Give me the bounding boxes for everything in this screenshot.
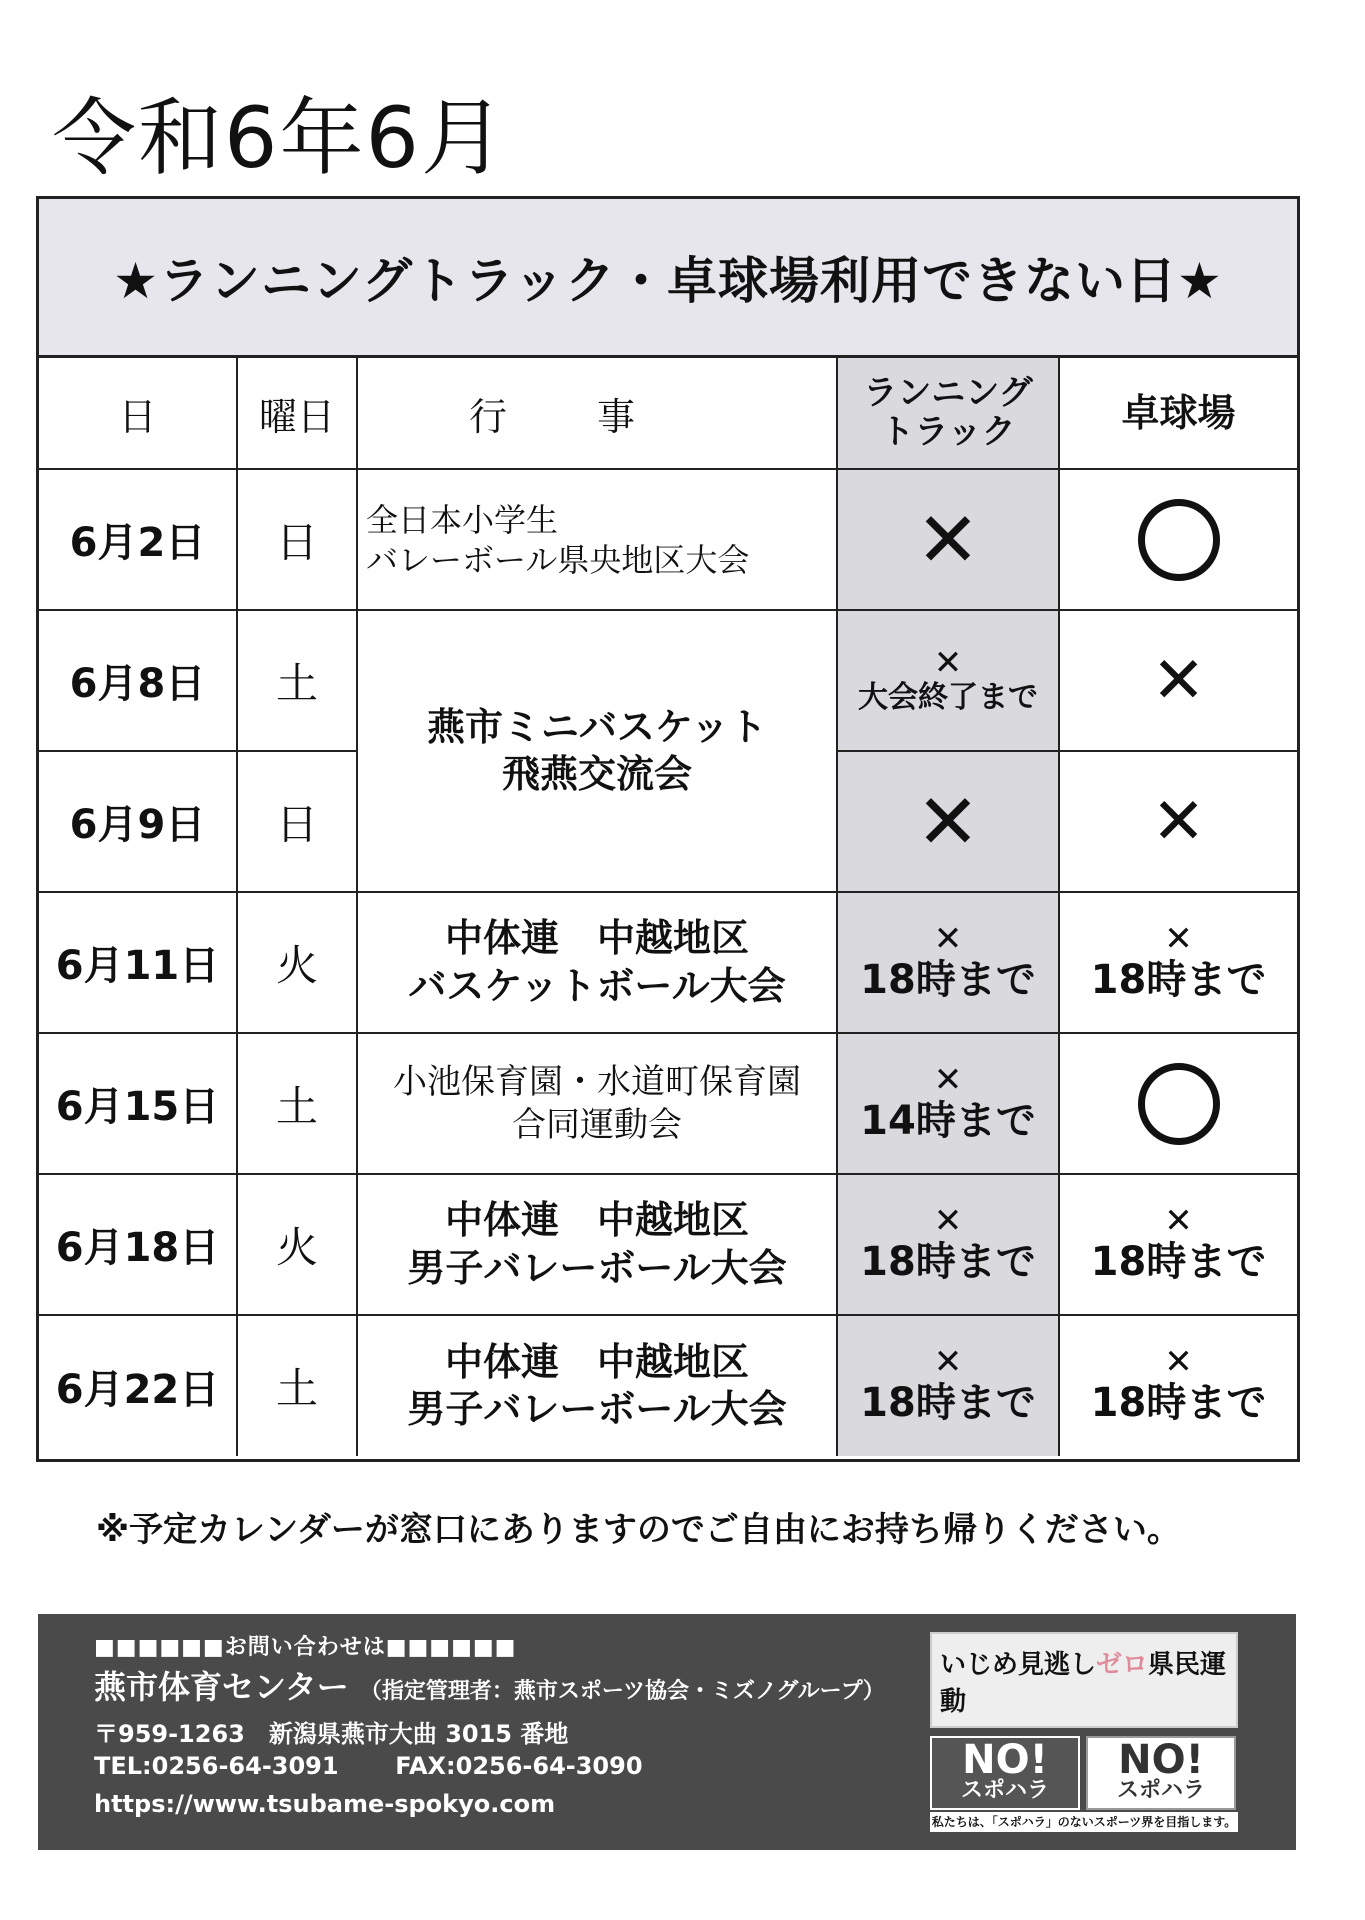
row-date: 6月9日 [39, 751, 237, 892]
cross-mark-icon: ✕ [1164, 1342, 1193, 1382]
table-tennis-status [1059, 751, 1297, 892]
contact-name [94, 1662, 885, 1708]
cross-mark-icon: ✕ [1164, 918, 1193, 959]
campaign-accent: ゼロ [1096, 1650, 1149, 1680]
table-row [39, 469, 1297, 610]
row-dow: 土 [237, 1033, 357, 1174]
campaign-text [940, 1644, 1236, 1718]
no-text: NO! [962, 1737, 1048, 1783]
manager-note: （指定管理者：燕市スポーツ協会・ミズノグループ） [359, 1679, 885, 1704]
header-track [837, 358, 1059, 469]
track-note: 14時まで [860, 1097, 1036, 1144]
event-line1: 燕市ミニバスケット [426, 704, 768, 749]
cross-mark-icon: ✕ [1151, 643, 1206, 718]
table-header-row [39, 358, 1297, 469]
header-event [357, 358, 837, 469]
event-line2: バレーボール県央地区大会 [366, 540, 750, 579]
no-spohara-logo-light [1086, 1736, 1236, 1810]
row-event [357, 892, 837, 1033]
track-status [837, 751, 1059, 892]
page-title: 令和6年6月 [52, 89, 507, 187]
row-event [357, 610, 837, 892]
track-status [837, 1033, 1059, 1174]
banner-title: ★ランニングトラック・卓球場利用できない日★ [39, 199, 1297, 358]
cross-mark-icon: ✕ [933, 1200, 963, 1241]
header-track-line1: ランニング [863, 372, 1033, 413]
table-row [39, 610, 1297, 751]
row-dow: 日 [237, 751, 357, 892]
event-line1: 中体連 中越地区 [444, 916, 749, 960]
table-row [39, 1315, 1297, 1456]
header-table-tennis-label: 卓球場 [1121, 390, 1236, 435]
table-tennis-note: 18時まで [1090, 1238, 1267, 1285]
row-date: 6月18日 [39, 1174, 237, 1315]
track-status [837, 469, 1059, 610]
table-tennis-note: 18時まで [1090, 1380, 1267, 1426]
row-dow: 土 [237, 610, 357, 751]
row-dow: 火 [237, 892, 357, 1033]
event-line2: 合同運動会 [512, 1104, 682, 1145]
event-line2: 飛燕交流会 [501, 752, 692, 796]
no-spohara-logo-dark [930, 1736, 1080, 1810]
footnote: ※予定カレンダーが窓口にありますのでご自由にお持ち帰りください。 [96, 1510, 1181, 1550]
table-tennis-status [1059, 1315, 1297, 1456]
campaign-part2: 県民運動 [940, 1650, 1227, 1717]
cross-mark-icon: ✕ [1164, 1200, 1193, 1241]
table-tennis-status [1059, 1033, 1297, 1174]
row-event [357, 1174, 837, 1315]
header-track-line2: トラック [880, 412, 1016, 452]
header-event-label: 行事 [468, 394, 725, 439]
circle-mark-icon [1138, 1063, 1220, 1145]
contact-fax: FAX:0256-64-3090 [395, 1752, 643, 1780]
track-note: 18時まで [860, 1380, 1036, 1426]
row-date: 6月22日 [39, 1315, 237, 1456]
cross-mark-icon: ✕ [933, 1342, 963, 1382]
table-row [39, 892, 1297, 1033]
row-event [357, 1033, 837, 1174]
event-line1: 中体連 中越地区 [444, 1198, 749, 1242]
contact-url[interactable]: https://www.tsubame-spokyo.com [94, 1790, 556, 1818]
table-row [39, 1033, 1297, 1174]
cross-mark-icon: ✕ [1151, 784, 1206, 859]
table-tennis-status [1059, 1174, 1297, 1315]
contact-address: 〒959-1263 新潟県燕市大曲 3015 番地 [94, 1720, 569, 1748]
event-line2: 男子バレーボール大会 [407, 1387, 787, 1431]
header-dow: 曜日 [237, 358, 357, 469]
cross-mark-icon: ✕ [916, 494, 980, 584]
table-tennis-note: 18時まで [1090, 956, 1267, 1003]
event-line1: 中体連 中越地区 [444, 1339, 749, 1384]
row-date: 6月11日 [39, 892, 237, 1033]
table-row [39, 1174, 1297, 1315]
event-line1: 全日本小学生 [366, 500, 559, 539]
row-event [357, 1315, 837, 1456]
cross-mark-icon: ✕ [916, 776, 980, 866]
campaign-badge [930, 1632, 1238, 1728]
track-status [837, 610, 1059, 751]
header-date: 日 [39, 358, 237, 469]
track-status [837, 1315, 1059, 1456]
track-status [837, 892, 1059, 1033]
contact-panel [38, 1614, 1296, 1850]
facility-name: 燕市体育センター [94, 1668, 349, 1706]
row-date: 6月8日 [39, 610, 237, 751]
header-table-tennis [1059, 358, 1297, 469]
spohara-text: スポハラ [960, 1778, 1049, 1803]
row-date: 6月2日 [39, 469, 237, 610]
contact-tel: TEL:0256-64-3091 [94, 1752, 339, 1780]
track-note: 18時まで [860, 956, 1036, 1003]
cross-mark-icon: ✕ [933, 1059, 963, 1100]
event-line2: バスケットボール大会 [408, 963, 786, 1008]
row-event [357, 469, 837, 610]
table-tennis-status [1059, 610, 1297, 751]
campaign-part1: いじめ見逃し [940, 1650, 1097, 1680]
contact-heading: ■■■■■■お問い合わせは■■■■■■ [94, 1635, 517, 1660]
no-text: NO! [1118, 1737, 1204, 1783]
row-dow: 土 [237, 1315, 357, 1456]
table-tennis-status [1059, 892, 1297, 1033]
row-dow: 火 [237, 1174, 357, 1315]
schedule-frame [36, 196, 1300, 1462]
event-line1: 小池保育園・水道町保育園 [393, 1062, 801, 1102]
track-note: 18時まで [860, 1238, 1036, 1285]
table-tennis-status [1059, 469, 1297, 610]
schedule-table [39, 358, 1297, 1456]
event-line2: 男子バレーボール大会 [407, 1245, 787, 1290]
track-status [837, 1174, 1059, 1315]
row-date: 6月15日 [39, 1033, 237, 1174]
circle-mark-icon [1138, 499, 1220, 581]
cross-mark-icon: ✕ [933, 642, 963, 683]
spohara-text: スポハラ [1116, 1778, 1205, 1803]
row-dow: 日 [237, 469, 357, 610]
cross-mark-icon: ✕ [933, 918, 963, 959]
track-note: 大会終了まで [858, 679, 1038, 715]
badge-caption: 私たちは、「スポハラ」のないスポーツ界を目指します。 [930, 1812, 1238, 1832]
contact-phones [94, 1752, 643, 1780]
